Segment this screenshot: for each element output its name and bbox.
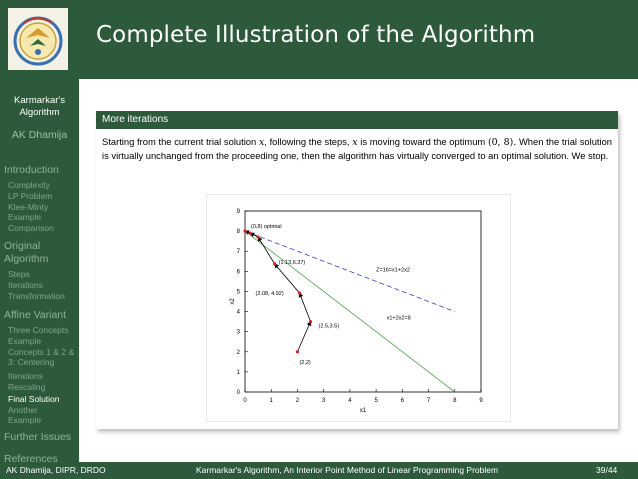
y-tick-label: 2 <box>236 349 240 356</box>
y-tick-label: 7 <box>236 249 240 256</box>
x-tick-label: 8 <box>453 398 457 404</box>
block-title: More iterations <box>96 111 618 129</box>
iterate-point <box>273 262 276 265</box>
iterate-point <box>296 350 299 353</box>
slide-footer <box>0 462 638 479</box>
y-tick-label: 0 <box>236 390 240 396</box>
sidebar-item-klee-minty[interactable]: Klee-Minty Example <box>8 202 49 222</box>
x-tick-label: 6 <box>400 398 405 404</box>
point-label: (0,8) optimal <box>251 224 282 231</box>
sidebar-item-iterations[interactable]: Iterations <box>8 280 43 290</box>
constraint-line-label: x1+2x2=8 <box>386 315 411 322</box>
y-tick-label: 8 <box>236 229 240 236</box>
footer-author: AK Dhamija, DIPR, DRDO <box>6 465 106 475</box>
objective-line-label: Z=16=x1+2x2 <box>376 267 410 274</box>
sidebar-section-further-issues[interactable]: Further Issues <box>4 431 72 443</box>
x-tick-label: 5 <box>374 398 378 404</box>
x-tick-label: 4 <box>348 398 352 404</box>
footer-page-number: 39/44 <box>596 465 618 475</box>
sidebar-section-introduction[interactable]: Introduction <box>4 164 59 176</box>
math-var-x: x <box>258 137 265 148</box>
objective-line <box>245 231 455 311</box>
sidebar-item-another-example[interactable]: Another Example <box>8 405 42 425</box>
point-label: (2.5,3.5) <box>318 323 340 330</box>
x-tick-label: 2 <box>295 398 300 404</box>
y-tick-label: 4 <box>236 309 240 316</box>
x-tick-label: 7 <box>426 398 431 404</box>
text-part-3: is moving toward the optimum <box>360 136 486 147</box>
iterate-point <box>257 236 260 239</box>
path-segment <box>275 264 300 293</box>
slide-title: Complete Illustration of the Algorithm <box>96 22 536 48</box>
sidebar-author[interactable]: AK Dhamija <box>11 129 68 141</box>
sidebar-item-concepts-centering[interactable]: Concepts 1 & 2 & 3: Centering <box>8 347 75 367</box>
iterate-point <box>249 232 252 235</box>
drdo-logo <box>8 8 68 70</box>
iteration-plot-svg <box>207 195 512 423</box>
text-part-4: When the trial solution is virtually unchanged from the proceeding one, then the algorithm has virtually converged to an optimal solution. We stop. <box>102 136 613 161</box>
sidebar-presentation-title[interactable]: Karmarkar's Algorithm <box>14 95 65 118</box>
iterate-point <box>243 230 246 233</box>
iterate-point <box>309 320 312 323</box>
y-tick-label: 5 <box>236 289 240 296</box>
x-axis-label: x1 <box>359 408 367 414</box>
math-optimum: (0, 8). <box>487 137 517 148</box>
block-body-text <box>102 136 612 162</box>
sidebar-item-steps[interactable]: Steps <box>8 269 30 279</box>
x-tick-label: 0 <box>243 398 247 404</box>
sidebar-section-affine-variant[interactable]: Affine Variant <box>4 309 67 321</box>
sidebar-section-original-algorithm[interactable]: Original Algorithm <box>4 240 49 265</box>
y-tick-label: 6 <box>236 269 240 276</box>
x-tick-label: 9 <box>479 398 483 404</box>
y-tick-label: 1 <box>236 369 240 376</box>
sidebar-item-comparison[interactable]: Comparison <box>8 223 54 233</box>
point-label: (2.08, 4.92) <box>255 291 284 298</box>
footer-presentation-title: Karmarkar's Algorithm, An Interior Point Method of Linear Programming Problem <box>196 465 499 475</box>
x-tick-label: 3 <box>321 398 326 404</box>
x-tick-label: 1 <box>269 398 273 404</box>
iteration-plot <box>206 194 511 422</box>
sidebar-item-complexity[interactable]: Complexity <box>8 180 51 190</box>
sidebar-item-three-concepts[interactable]: Three Concepts <box>8 325 69 335</box>
y-tick-label: 3 <box>236 329 240 336</box>
sidebar-item-transformation[interactable]: Transformation <box>8 291 65 301</box>
point-label: (2,2) <box>299 359 311 366</box>
sidebar-item-example[interactable]: Example <box>8 336 42 346</box>
point-label: (1.13,6.37) <box>278 259 306 266</box>
path-segment <box>300 293 311 322</box>
text-part-2: , following the steps, <box>264 136 350 147</box>
slide-header <box>0 0 638 79</box>
sidebar-item-rescaling[interactable]: Rescaling <box>8 382 46 392</box>
constraint-line <box>245 231 455 392</box>
sidebar-navigation <box>0 79 79 462</box>
sidebar-item-final-solution[interactable]: Final Solution <box>8 394 60 404</box>
axes-frame <box>245 211 481 392</box>
y-tick-label: 9 <box>236 209 240 215</box>
path-segment <box>297 322 310 352</box>
y-axis-label: x2 <box>230 298 236 305</box>
text-part-1: Starting from the current trial solution <box>102 136 257 147</box>
sidebar-section-references[interactable]: References <box>4 453 58 462</box>
iterate-point <box>298 291 301 294</box>
math-var-x-2: x <box>352 137 358 148</box>
sidebar-item-affine-iterations[interactable]: Iterations <box>8 371 43 381</box>
sidebar-item-lp-problem[interactable]: LP Problem <box>8 191 53 201</box>
